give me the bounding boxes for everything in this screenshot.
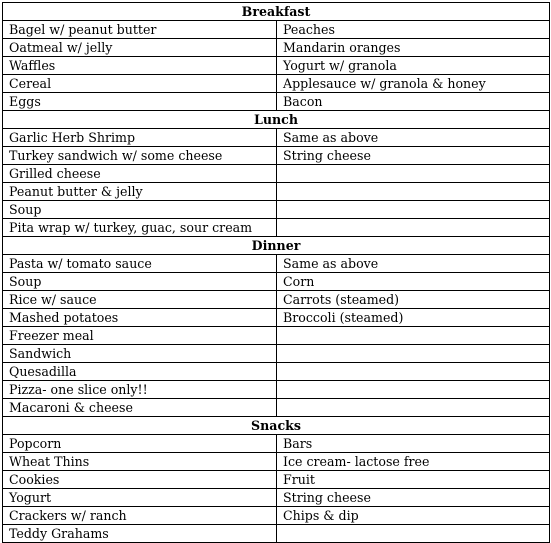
table-row bbox=[3, 489, 550, 507]
main-item-cell: Sandwich bbox=[3, 345, 277, 363]
side-item-cell bbox=[277, 165, 550, 183]
table-row bbox=[3, 327, 550, 345]
table-row bbox=[3, 75, 550, 93]
main-item-cell: Freezer meal bbox=[3, 327, 277, 345]
section-header-row-breakfast bbox=[3, 3, 550, 21]
main-item-cell: Bagel w/ peanut butter bbox=[3, 21, 277, 39]
side-item-cell bbox=[277, 327, 550, 345]
side-item-cell bbox=[277, 201, 550, 219]
side-item-cell: Broccoli (steamed) bbox=[277, 309, 550, 327]
main-item-cell: Rice w/ sauce bbox=[3, 291, 277, 309]
table-row bbox=[3, 39, 550, 57]
main-item-cell: Mashed potatoes bbox=[3, 309, 277, 327]
table-row bbox=[3, 309, 550, 327]
table-row bbox=[3, 219, 550, 237]
table-row bbox=[3, 183, 550, 201]
main-item-cell: Grilled cheese bbox=[3, 165, 277, 183]
main-item-cell: Pita wrap w/ turkey, guac, sour cream bbox=[3, 219, 277, 237]
side-item-cell: String cheese bbox=[277, 147, 550, 165]
side-item-cell: String cheese bbox=[277, 489, 550, 507]
side-item-cell: Same as above bbox=[277, 255, 550, 273]
table-row bbox=[3, 525, 550, 543]
side-item-cell: Bacon bbox=[277, 93, 550, 111]
main-item-cell: Quesadilla bbox=[3, 363, 277, 381]
table-row bbox=[3, 57, 550, 75]
table-row bbox=[3, 273, 550, 291]
table-row bbox=[3, 399, 550, 417]
table-row bbox=[3, 147, 550, 165]
section-title: Dinner bbox=[3, 237, 550, 255]
table-row bbox=[3, 93, 550, 111]
table-row bbox=[3, 453, 550, 471]
main-item-cell: Teddy Grahams bbox=[3, 525, 277, 543]
section-title: Lunch bbox=[3, 111, 550, 129]
main-item-cell: Yogurt bbox=[3, 489, 277, 507]
table-row bbox=[3, 165, 550, 183]
main-item-cell: Turkey sandwich w/ some cheese bbox=[3, 147, 277, 165]
main-item-cell: Oatmeal w/ jelly bbox=[3, 39, 277, 57]
main-item-cell: Popcorn bbox=[3, 435, 277, 453]
main-item-cell: Macaroni & cheese bbox=[3, 399, 277, 417]
side-item-cell bbox=[277, 345, 550, 363]
side-item-cell: Peaches bbox=[277, 21, 550, 39]
table-row bbox=[3, 363, 550, 381]
table-row bbox=[3, 435, 550, 453]
main-item-cell: Pizza- one slice only!! bbox=[3, 381, 277, 399]
main-item-cell: Wheat Thins bbox=[3, 453, 277, 471]
side-item-cell: Applesauce w/ granola & honey bbox=[277, 75, 550, 93]
main-item-cell: Waffles bbox=[3, 57, 277, 75]
meal-plan-body bbox=[3, 3, 550, 543]
main-item-cell: Eggs bbox=[3, 93, 277, 111]
table-row bbox=[3, 507, 550, 525]
side-item-cell bbox=[277, 399, 550, 417]
table-row bbox=[3, 255, 550, 273]
main-item-cell: Cereal bbox=[3, 75, 277, 93]
table-row bbox=[3, 381, 550, 399]
side-item-cell: Carrots (steamed) bbox=[277, 291, 550, 309]
side-item-cell: Ice cream- lactose free bbox=[277, 453, 550, 471]
main-item-cell: Soup bbox=[3, 273, 277, 291]
side-item-cell bbox=[277, 219, 550, 237]
table-row bbox=[3, 21, 550, 39]
side-item-cell: Bars bbox=[277, 435, 550, 453]
table-row bbox=[3, 201, 550, 219]
side-item-cell: Yogurt w/ granola bbox=[277, 57, 550, 75]
side-item-cell: Mandarin oranges bbox=[277, 39, 550, 57]
table-row bbox=[3, 471, 550, 489]
main-item-cell: Garlic Herb Shrimp bbox=[3, 129, 277, 147]
table-row bbox=[3, 291, 550, 309]
table-row bbox=[3, 129, 550, 147]
main-item-cell: Peanut butter & jelly bbox=[3, 183, 277, 201]
side-item-cell bbox=[277, 183, 550, 201]
section-header-row-snacks bbox=[3, 417, 550, 435]
main-item-cell: Cookies bbox=[3, 471, 277, 489]
main-item-cell: Crackers w/ ranch bbox=[3, 507, 277, 525]
side-item-cell: Chips & dip bbox=[277, 507, 550, 525]
side-item-cell: Same as above bbox=[277, 129, 550, 147]
table-row bbox=[3, 345, 550, 363]
section-title: Snacks bbox=[3, 417, 550, 435]
side-item-cell bbox=[277, 381, 550, 399]
main-item-cell: Pasta w/ tomato sauce bbox=[3, 255, 277, 273]
section-header-row-dinner bbox=[3, 237, 550, 255]
side-item-cell bbox=[277, 363, 550, 381]
section-title: Breakfast bbox=[3, 3, 550, 21]
main-item-cell: Soup bbox=[3, 201, 277, 219]
meal-plan-table bbox=[2, 2, 550, 543]
side-item-cell: Corn bbox=[277, 273, 550, 291]
side-item-cell bbox=[277, 525, 550, 543]
side-item-cell: Fruit bbox=[277, 471, 550, 489]
section-header-row-lunch bbox=[3, 111, 550, 129]
